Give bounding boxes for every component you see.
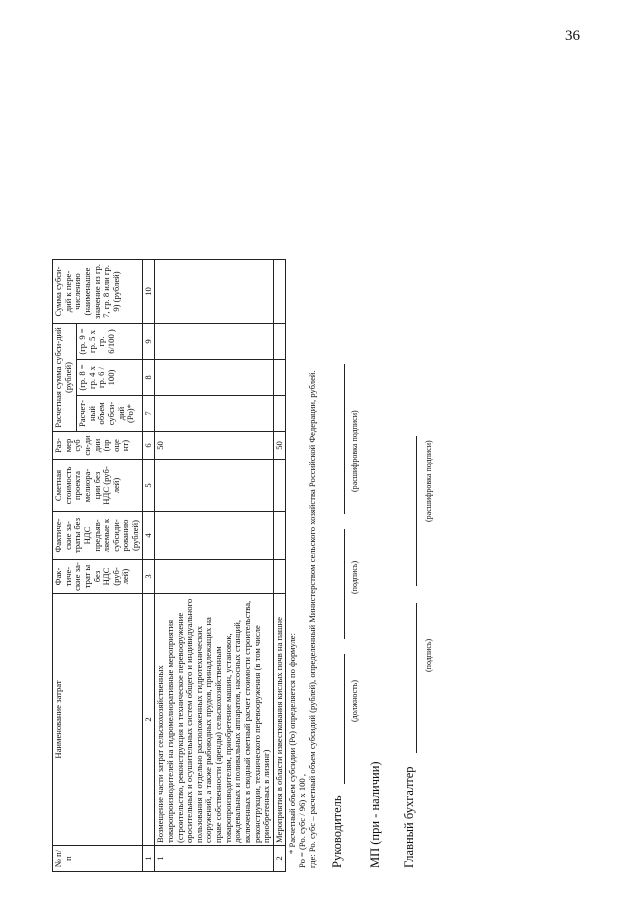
row-cell [155,260,274,324]
position-line [344,654,345,784]
row-cell [273,396,286,432]
row-cell [155,460,274,512]
accountant-signature-row [402,436,417,868]
header-actual-costs-claimed: Фактиче-ские за-траты без НДС предъяв-ляемые к субсиди-рованию (рублей) [53,512,143,560]
row-cell [273,560,286,594]
signature-line [344,529,345,639]
col-number: 10 [142,260,155,324]
page-number: 36 [565,28,580,44]
header-name: Наименование затрат [53,594,143,846]
stamp-label: МП (при - наличии) [368,761,382,868]
header-actual-costs: Фак-тиче-ские за-трат ы без НДС (руб-лей) [53,560,143,594]
signature-caption: (подпись) [350,560,359,594]
footnote-line: * Расчетный объем субсидии (Ро) определяется по формуле: [287,633,298,854]
footnote-formula: Ро = (Ро. субс / 96) х 100 , [297,773,308,868]
row-num: 2 [273,846,286,872]
head-label: Руководитель [330,795,344,868]
row-cell [273,324,286,360]
row-num: 1 [155,846,274,872]
header-estimate: Сметная стоимость проекта мелиора-ции без НДС (руб-лей) [53,460,143,512]
accountant-decode-caption: (расшифровка подписи) [424,440,433,522]
position-caption: (должность) [350,680,359,722]
row-cell [273,260,286,324]
header-calc-volume: Расчет-ный объем субси-дий (Ро)* [77,396,143,432]
row-cell [273,360,286,396]
decode-caption: (расшифровка подписи) [350,410,359,492]
row-cell [155,324,274,360]
header-total: Сумма субси-дий к пере-числению (наименьшее значение из гр. 7, гр. 8 или гр. 9) (рублей) [53,260,143,324]
rotated-page-content [52,52,637,872]
footnote [288,52,318,868]
row-cell [155,560,274,594]
header-calc-group: Расчетная сумма субси-дий (рублей) [53,324,77,432]
col-number: 7 [142,396,155,432]
col-number: 5 [142,460,155,512]
header-calc-g9: (гр. 9 = гр. 5 х гр. 6/100 ) [77,324,143,360]
row-name: Мероприятия в области известкования кислых почв на пашне [273,594,286,846]
col-number: 1 [142,846,155,872]
accountant-label: Главный бухгалтер [402,766,416,868]
row-name: Возмещение части затрат сельскохозяйственных товаропроизводителей на гидромелиоративные мероприятия (строительство, реконструкция и техническое перевооружение оросительных и осушительных систем общего и индивидуального пользования и отдельно расположенных гидротехнических сооружений, а также рыбоводных прудов, принадлежащих на праве собственности (аренды) сельскохозяйственным товаропроизводителям, приобретение машин, установок, дождевальных и поливальных аппаратов, насосных станций, включенных в сводный сметный расчет стоимости строительства, реконструкции, технического перевооружения (в том числе приобретенных в лизинг) [155,594,274,846]
header-calc-g8: (гр. 8 = гр. 4 х гр. 6 / 100) [77,360,143,396]
col-number: 6 [142,432,155,460]
col-number: 3 [142,560,155,594]
row-cell [273,512,286,560]
row-cell [273,460,286,512]
table-header-row [53,88,77,872]
row-cell [155,396,274,432]
row-cell [155,360,274,396]
header-num: № п/п [53,846,143,872]
accountant-signature-line [416,603,417,753]
row-rate: 50 [155,432,274,460]
subsidy-table [52,88,286,873]
col-number: 9 [142,324,155,360]
signature-block [326,52,506,872]
row-rate: 50 [273,432,286,460]
col-number: 4 [142,512,155,560]
footnote-line: где: Ро. субс – расчетный объем субсидий (рублей), определенный Министерством сельского хозяйства Российской Федерации, рублей. [307,370,318,868]
accountant-signature-caption: (подпись) [424,638,433,672]
col-number: 8 [142,360,155,396]
header-subsidy-rate: Раз-мер суб си-ди дии (пр оце нт) [53,432,143,460]
blank-space [53,88,286,260]
col-number: 2 [142,594,155,846]
decode-line [344,364,345,514]
head-signature-row [330,364,345,868]
accountant-decode-line [416,436,417,586]
row-cell [155,512,274,560]
